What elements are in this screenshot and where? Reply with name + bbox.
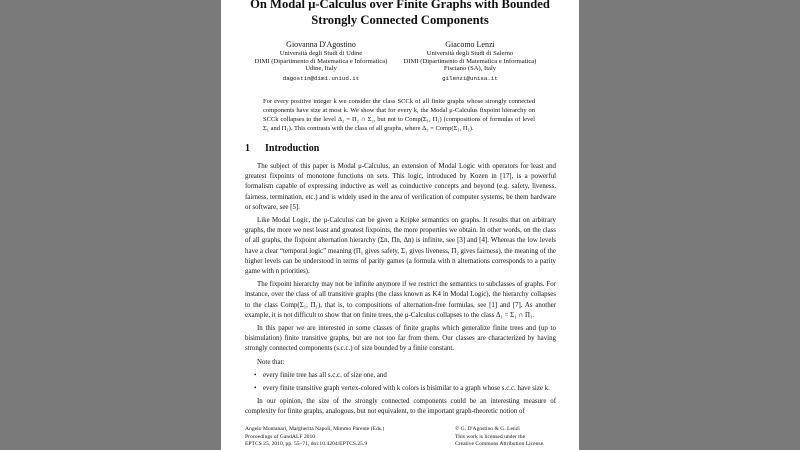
paper-title (221, 0, 579, 28)
footer-left (245, 426, 445, 449)
footer-right (455, 426, 575, 449)
body-text (245, 162, 556, 421)
paper-page (221, 0, 579, 450)
paragraph: In our opinion, the size of the strongly connected components could be an interesting measure of complexity for finite graphs, analogous, but not equivalent, to the important graph-theoretic notion of (245, 398, 556, 416)
footer-proceedings: Proceedings of GandALF 2010 (245, 433, 316, 440)
abstract: For every positive integer k we consider the class SCCk of all finite graphs whose strongly connected components have size at most k. We show that for every k, the Modal μ-Calculus fixpoint hierarchy on SCCk collapses to the level Δ₂ = Π₂ ∩ Σ₂, but not to Comp(Σ₁, Π₁) (compositions of formulas of level Σ₁ and Π₁). This contrasts with the class of all graphs, where Δ₂ = Comp(Σ₁, Π₁). (263, 98, 535, 133)
bullet-icon: • (254, 385, 257, 393)
list-item (254, 371, 556, 381)
note-line: Note that: (257, 358, 285, 366)
author-block-1 (246, 39, 396, 82)
title-line-1: On Modal μ-Calculus over Finite Graphs with Bounded (250, 0, 550, 11)
author-name: Giacomo Lenzi (445, 40, 495, 49)
author-email[interactable]: gilenzi@unisa.it (442, 74, 498, 82)
footer-editors: Angelo Montanari, Margherita Napoli, Mimmo Parente (Eds.) (245, 426, 385, 432)
author-affiliation: Fisciano (SA), Italy (443, 65, 497, 73)
paragraph: In this paper we are interested in some classes of finite graphs which generalize finite trees and (up to bisimulation) finite transitive graphs, but are not too far from them. Our classes are characterized by having strongly connected components (s.c.c.) of size bounded by a finite constant. (245, 325, 556, 353)
author-email[interactable]: dagostin@dimi.uniud.it (282, 74, 360, 82)
bullet-icon: • (254, 371, 257, 379)
list-item-text: every finite tree has all s.c.c. of size one, and (263, 371, 387, 379)
section-heading (245, 143, 319, 154)
bullet-list (245, 371, 556, 394)
author-affiliation: Udine, Italy (305, 65, 337, 73)
author-block-2 (395, 39, 545, 82)
author-affiliation: Università degli Studi di Udine (279, 50, 363, 57)
paragraph: Like Modal Logic, the μ-Calculus can be given a Kripke semantics on graphs. It results that on arbitrary graphs, the more we nest least and greatest fixpoints, the more properties we obtain. In other words, on the class of all graphs, the fixpoint alternation hierarchy (Σn, Πn, Δn) is infinite, see [3] and [4]. Whereas the low levels have a clear “temporal logic” meaning (Π₁ gives safety, Σ₁ gives liveness, Π₂ gives fairness), the meaning of the higher levels can be understood in terms of parity games (a formula with n alternations corresponds to a parity game with n priorities). (245, 217, 556, 276)
author-name: Giovanna D'Agostino (286, 40, 356, 49)
author-affiliation: DIMI (Dipartimento di Matematica e Informatica) (254, 57, 388, 65)
author-affiliation: Università degli Studi di Salerno (426, 50, 514, 57)
author-affiliation: DIMI (Dipartimento di Matematica e Informatica) (403, 57, 537, 65)
section-number: 1 (245, 143, 250, 154)
footer-copyright: © G. D'Agostino & G. Lenzi (455, 426, 520, 432)
title-line-2: Strongly Connected Components (311, 12, 489, 27)
paragraph: The fixpoint hierarchy may not be infinite anymore if we restrict the semantics to subclasses of graphs. For instance, over the class of all transitive graphs (the class known as K4 in Modal Logic), the hierarchy collapses to the class Comp(Σ₁, Π₁), that is, to compositions of alternation-free formulas, see [1] and [7]. As another example, it is not difficult to show that on finite trees, the μ-Calculus collapses to the class Δ₁ = Σ₁ ∩ Π₁. (245, 281, 556, 319)
footer-eptcs[interactable]: EPTCS 25, 2010, pp. 55–71, doi:10.4204/EPTCS.25.9 (245, 441, 368, 448)
footer-license-link[interactable]: Creative Commons Attribution License. (455, 441, 545, 448)
list-item-text: every finite transitive graph vertex-colored with k colors is bisimilar to a graph whose s.c.c. have size k. (263, 385, 550, 393)
paragraph: The subject of this paper is Modal μ-Calculus, an extension of Modal Logic with operators for least and greatest fixpoints of monotone functions on sets. This logic, introduced by Kozen in [17], is a powerful formalism capable of expressing inductive as well as coinductive concepts and beyond (e.g. safety, liveness, fairness, termination, etc.) and is widely used in the area of verification of computer systems, be them hardware or software, see [5]. (245, 163, 556, 211)
list-item (254, 384, 556, 394)
section-title: Introduction (265, 143, 320, 154)
footer-license-line: This work is licensed under the (455, 433, 526, 440)
